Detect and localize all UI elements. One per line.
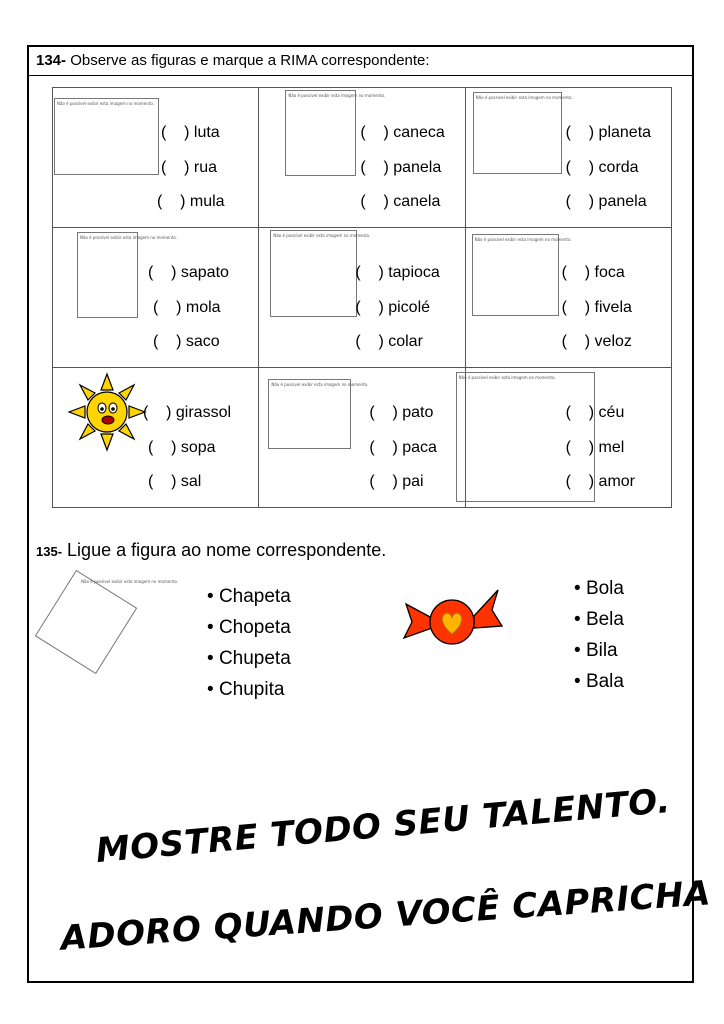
- candy-icon: [402, 582, 504, 662]
- placeholder-text: Não é possível exibir esta imagem no momento.: [273, 233, 371, 238]
- rhyme-cell: [259, 88, 465, 228]
- name-option[interactable]: • Chapeta: [207, 581, 291, 612]
- rhyme-cell: [53, 368, 259, 508]
- rhyme-cell: [53, 88, 259, 228]
- question-134-title: [36, 52, 430, 69]
- rhyme-option[interactable]: ( ) mel: [565, 439, 625, 456]
- rhyme-option[interactable]: ( ) caneca: [360, 124, 445, 141]
- placeholder-text: Não é possível exibir esta imagem no momento.: [475, 95, 573, 100]
- rhyme-option[interactable]: ( ) paca: [369, 439, 437, 456]
- rhyme-option[interactable]: ( ) fivela: [561, 299, 632, 316]
- question-prompt: Ligue a figura ao nome correspondente.: [67, 540, 387, 560]
- rhyme-cell: [465, 88, 671, 228]
- rhyme-option[interactable]: ( ) panela: [360, 159, 442, 176]
- rhyme-option[interactable]: ( ) saco: [153, 333, 220, 350]
- rhyme-option[interactable]: ( ) pai: [369, 473, 424, 490]
- name-option[interactable]: • Bola: [574, 573, 624, 604]
- header-rule: [27, 75, 694, 76]
- closing-message-line-2: ADORO QUANDO VOCÊ CAPRICHA: [59, 873, 713, 959]
- rhyme-option[interactable]: ( ) mola: [153, 299, 221, 316]
- question-135-title: [36, 540, 386, 561]
- rhyme-option[interactable]: ( ) panela: [565, 193, 647, 210]
- image-placeholder: [77, 232, 177, 318]
- rhyme-option[interactable]: ( ) rua: [161, 159, 218, 176]
- rhyme-option[interactable]: ( ) tapioca: [355, 264, 440, 281]
- placeholder-text: Não é possível exibir esta imagem no momento.: [288, 93, 386, 98]
- names-list-right: [574, 573, 624, 697]
- question-number: 135-: [36, 544, 63, 559]
- rhyme-option[interactable]: ( ) colar: [355, 333, 423, 350]
- rhyme-option[interactable]: ( ) luta: [161, 124, 220, 141]
- rhyme-grid: [52, 87, 672, 508]
- name-option[interactable]: • Bila: [574, 635, 624, 666]
- rhyme-cell: [465, 228, 671, 368]
- rhyme-option[interactable]: ( ) sal: [148, 473, 202, 490]
- question-number: 134-: [36, 52, 67, 69]
- rhyme-option[interactable]: ( ) sopa: [148, 439, 216, 456]
- rhyme-cell: [259, 368, 465, 508]
- name-option[interactable]: • Bala: [574, 666, 624, 697]
- rhyme-option[interactable]: ( ) foca: [561, 264, 625, 281]
- rhyme-option[interactable]: ( ) mula: [157, 193, 225, 210]
- rhyme-option[interactable]: ( ) corda: [565, 159, 639, 176]
- rhyme-option[interactable]: ( ) girassol: [143, 404, 232, 421]
- rhyme-cell: [458, 368, 671, 508]
- rhyme-option[interactable]: ( ) canela: [360, 193, 441, 210]
- placeholder-text: Não é possível exibir esta imagem no momento.: [271, 382, 369, 387]
- names-list-left: [207, 581, 291, 705]
- placeholder-text: Não é possível exibir esta imagem no momento.: [80, 235, 177, 240]
- image-placeholder: [285, 90, 386, 176]
- closing-message-line-1: MOSTRE TODO SEU TALENTO.: [94, 780, 673, 872]
- sun-icon: [67, 372, 147, 452]
- name-option[interactable]: • Chupita: [207, 674, 291, 705]
- name-option[interactable]: • Chupeta: [207, 643, 291, 674]
- rhyme-option[interactable]: ( ) veloz: [561, 333, 632, 350]
- rhyme-cell: [259, 228, 465, 368]
- placeholder-text: Não é possível exibir esta imagem no momento.: [458, 375, 556, 380]
- name-option[interactable]: • Bela: [574, 604, 624, 635]
- image-placeholder: [473, 92, 573, 174]
- rhyme-option[interactable]: ( ) picolé: [355, 299, 431, 316]
- rhyme-option[interactable]: ( ) planeta: [565, 124, 652, 141]
- placeholder-text: Não é possível exibir esta imagem no momento.: [57, 101, 154, 106]
- image-placeholder: [270, 230, 371, 317]
- rhyme-option[interactable]: ( ) pato: [369, 404, 434, 421]
- image-placeholder: [472, 234, 572, 316]
- placeholder-text: Não é possível exibir esta imagem no momento.: [81, 578, 179, 584]
- name-option[interactable]: • Chopeta: [207, 612, 291, 643]
- rhyme-option[interactable]: ( ) céu: [565, 404, 625, 421]
- question-prompt: Observe as figuras e marque a RIMA correspondente:: [70, 52, 430, 69]
- placeholder-text: Não é possível exibir esta imagem no momento.: [474, 237, 572, 242]
- rhyme-option[interactable]: ( ) sapato: [148, 264, 229, 281]
- rhyme-option[interactable]: ( ) amor: [565, 473, 635, 490]
- rhyme-cell: [53, 228, 259, 368]
- image-placeholder: [54, 98, 159, 175]
- image-placeholder: [268, 379, 369, 449]
